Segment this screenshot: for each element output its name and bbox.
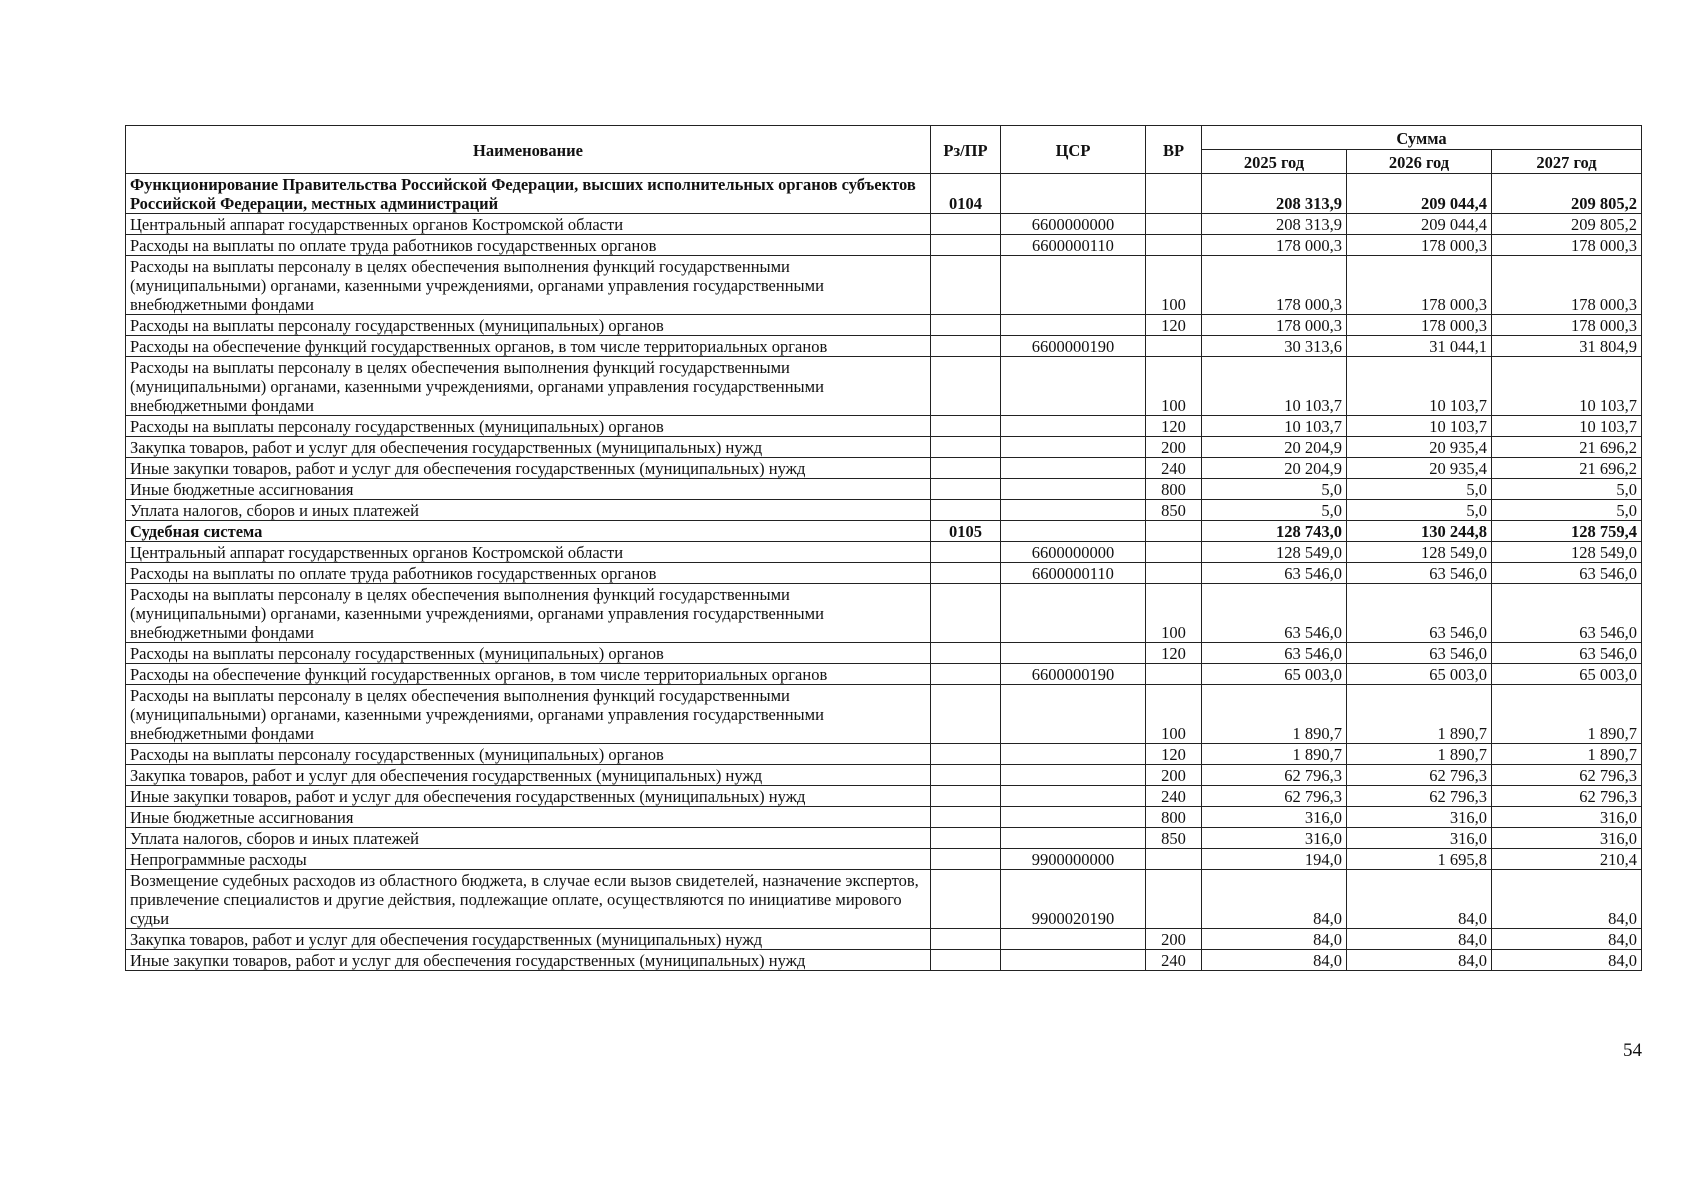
row-sum-2027: 21 696,2 — [1492, 458, 1642, 479]
row-sum-2027: 63 546,0 — [1492, 643, 1642, 664]
row-sum-2026: 62 796,3 — [1347, 765, 1492, 786]
row-rzpr — [931, 256, 1001, 315]
row-name: Центральный аппарат государственных органов Костромской области — [126, 542, 931, 563]
row-sum-2026: 31 044,1 — [1347, 336, 1492, 357]
row-sum-2027: 209 805,2 — [1492, 214, 1642, 235]
row-vr — [1146, 336, 1202, 357]
row-sum-2027: 10 103,7 — [1492, 357, 1642, 416]
row-vr: 120 — [1146, 744, 1202, 765]
row-name: Иные закупки товаров, работ и услуг для обеспечения государственных (муниципальных) нужд — [126, 950, 931, 971]
row-rzpr — [931, 828, 1001, 849]
row-name: Функционирование Правительства Российской Федерации, высших исполнительных органов субъектов Российской Федерации, местных администраций — [126, 174, 931, 214]
row-name: Иные закупки товаров, работ и услуг для обеспечения государственных (муниципальных) нужд — [126, 458, 931, 479]
row-rzpr — [931, 357, 1001, 416]
table-row — [126, 744, 1642, 765]
row-name: Иные закупки товаров, работ и услуг для обеспечения государственных (муниципальных) нужд — [126, 786, 931, 807]
row-rzpr — [931, 786, 1001, 807]
row-csr — [1001, 437, 1146, 458]
row-name: Закупка товаров, работ и услуг для обеспечения государственных (муниципальных) нужд — [126, 437, 931, 458]
row-rzpr — [931, 542, 1001, 563]
row-name: Расходы на обеспечение функций государственных органов, в том числе территориальных органов — [126, 336, 931, 357]
row-csr — [1001, 357, 1146, 416]
table-row — [126, 786, 1642, 807]
row-sum-2027: 62 796,3 — [1492, 786, 1642, 807]
row-sum-2025: 5,0 — [1202, 479, 1347, 500]
row-sum-2026: 209 044,4 — [1347, 214, 1492, 235]
row-csr: 6600000110 — [1001, 563, 1146, 584]
row-csr — [1001, 479, 1146, 500]
row-rzpr — [931, 336, 1001, 357]
table-row — [126, 828, 1642, 849]
row-name: Расходы на выплаты персоналу в целях обеспечения выполнения функций государственными (муниципальными) органами, казенными учреждениями, органами управления государственными внебюджетными фондами — [126, 256, 931, 315]
row-sum-2026: 1 890,7 — [1347, 685, 1492, 744]
row-sum-2025: 30 313,6 — [1202, 336, 1347, 357]
row-name: Центральный аппарат государственных органов Костромской области — [126, 214, 931, 235]
row-vr: 850 — [1146, 828, 1202, 849]
row-csr — [1001, 685, 1146, 744]
row-vr: 240 — [1146, 458, 1202, 479]
table-row — [126, 357, 1642, 416]
row-sum-2025: 20 204,9 — [1202, 458, 1347, 479]
budget-table — [125, 125, 1642, 971]
table-row — [126, 479, 1642, 500]
row-name: Закупка товаров, работ и услуг для обеспечения государственных (муниципальных) нужд — [126, 765, 931, 786]
row-csr — [1001, 458, 1146, 479]
row-vr — [1146, 664, 1202, 685]
row-name: Расходы на обеспечение функций государственных органов, в том числе территориальных органов — [126, 664, 931, 685]
row-sum-2026: 84,0 — [1347, 929, 1492, 950]
row-rzpr — [931, 765, 1001, 786]
row-csr — [1001, 765, 1146, 786]
table-row — [126, 437, 1642, 458]
row-sum-2027: 5,0 — [1492, 500, 1642, 521]
row-sum-2027: 316,0 — [1492, 828, 1642, 849]
row-vr — [1146, 870, 1202, 929]
row-sum-2025: 84,0 — [1202, 950, 1347, 971]
table-row — [126, 950, 1642, 971]
row-sum-2025: 10 103,7 — [1202, 357, 1347, 416]
table-body — [126, 174, 1642, 971]
row-sum-2025: 208 313,9 — [1202, 214, 1347, 235]
row-name: Расходы на выплаты персоналу в целях обеспечения выполнения функций государственными (муниципальными) органами, казенными учреждениями, органами управления государственными внебюджетными фондами — [126, 584, 931, 643]
row-csr — [1001, 744, 1146, 765]
row-sum-2027: 84,0 — [1492, 870, 1642, 929]
row-rzpr — [931, 416, 1001, 437]
row-sum-2027: 10 103,7 — [1492, 416, 1642, 437]
row-csr: 6600000000 — [1001, 542, 1146, 563]
row-sum-2027: 62 796,3 — [1492, 765, 1642, 786]
header-year-2026: 2026 год — [1347, 150, 1492, 174]
row-sum-2026: 10 103,7 — [1347, 416, 1492, 437]
table-header — [126, 126, 1642, 174]
row-name: Расходы на выплаты по оплате труда работников государственных органов — [126, 563, 931, 584]
row-vr: 240 — [1146, 786, 1202, 807]
row-vr — [1146, 174, 1202, 214]
page-number: 54 — [1623, 1040, 1642, 1061]
row-csr — [1001, 807, 1146, 828]
row-vr: 850 — [1146, 500, 1202, 521]
row-sum-2026: 1 695,8 — [1347, 849, 1492, 870]
row-rzpr: 0105 — [931, 521, 1001, 542]
row-sum-2026: 316,0 — [1347, 828, 1492, 849]
row-csr — [1001, 786, 1146, 807]
table-row — [126, 315, 1642, 336]
row-sum-2025: 84,0 — [1202, 870, 1347, 929]
table-row — [126, 849, 1642, 870]
row-sum-2025: 178 000,3 — [1202, 256, 1347, 315]
row-rzpr — [931, 744, 1001, 765]
row-sum-2027: 1 890,7 — [1492, 744, 1642, 765]
table-row — [126, 870, 1642, 929]
row-csr — [1001, 174, 1146, 214]
header-sum: Сумма — [1202, 126, 1642, 150]
row-vr: 100 — [1146, 685, 1202, 744]
row-sum-2027: 210,4 — [1492, 849, 1642, 870]
row-vr: 120 — [1146, 315, 1202, 336]
row-sum-2025: 316,0 — [1202, 828, 1347, 849]
row-name: Расходы на выплаты по оплате труда работников государственных органов — [126, 235, 931, 256]
header-year-2025: 2025 год — [1202, 150, 1347, 174]
row-vr: 200 — [1146, 437, 1202, 458]
table-row — [126, 542, 1642, 563]
row-sum-2025: 178 000,3 — [1202, 315, 1347, 336]
row-name: Расходы на выплаты персоналу в целях обеспечения выполнения функций государственными (муниципальными) органами, казенными учреждениями, органами управления государственными внебюджетными фондами — [126, 685, 931, 744]
table-row — [126, 521, 1642, 542]
row-sum-2027: 178 000,3 — [1492, 256, 1642, 315]
row-sum-2027: 31 804,9 — [1492, 336, 1642, 357]
row-vr: 120 — [1146, 416, 1202, 437]
row-sum-2026: 65 003,0 — [1347, 664, 1492, 685]
row-name: Расходы на выплаты персоналу государственных (муниципальных) органов — [126, 416, 931, 437]
row-vr — [1146, 849, 1202, 870]
row-sum-2025: 194,0 — [1202, 849, 1347, 870]
header-year-2027: 2027 год — [1492, 150, 1642, 174]
row-vr — [1146, 542, 1202, 563]
row-sum-2026: 178 000,3 — [1347, 315, 1492, 336]
row-name: Иные бюджетные ассигнования — [126, 479, 931, 500]
row-rzpr — [931, 500, 1001, 521]
row-csr — [1001, 256, 1146, 315]
row-sum-2026: 10 103,7 — [1347, 357, 1492, 416]
row-sum-2027: 128 759,4 — [1492, 521, 1642, 542]
row-vr: 800 — [1146, 807, 1202, 828]
table-row — [126, 214, 1642, 235]
row-rzpr — [931, 458, 1001, 479]
row-sum-2025: 62 796,3 — [1202, 765, 1347, 786]
row-sum-2026: 209 044,4 — [1347, 174, 1492, 214]
row-vr — [1146, 214, 1202, 235]
row-sum-2026: 128 549,0 — [1347, 542, 1492, 563]
table-row — [126, 643, 1642, 664]
row-sum-2025: 10 103,7 — [1202, 416, 1347, 437]
row-sum-2027: 84,0 — [1492, 929, 1642, 950]
row-sum-2027: 1 890,7 — [1492, 685, 1642, 744]
row-name: Возмещение судебных расходов из областного бюджета, в случае если вызов свидетелей, назначение экспертов, привлечение специалистов и другие действия, подлежащие оплате, осуществляются по инициативе мирового судьи — [126, 870, 931, 929]
header-name: Наименование — [126, 126, 931, 174]
row-rzpr — [931, 479, 1001, 500]
row-sum-2026: 84,0 — [1347, 950, 1492, 971]
row-csr — [1001, 950, 1146, 971]
row-rzpr — [931, 584, 1001, 643]
row-name: Непрограммные расходы — [126, 849, 931, 870]
row-vr — [1146, 563, 1202, 584]
row-rzpr — [931, 214, 1001, 235]
row-sum-2025: 63 546,0 — [1202, 563, 1347, 584]
row-sum-2025: 65 003,0 — [1202, 664, 1347, 685]
row-csr: 6600000000 — [1001, 214, 1146, 235]
table-row — [126, 584, 1642, 643]
row-sum-2026: 178 000,3 — [1347, 235, 1492, 256]
row-sum-2025: 84,0 — [1202, 929, 1347, 950]
table-row — [126, 807, 1642, 828]
row-name: Судебная система — [126, 521, 931, 542]
row-vr: 240 — [1146, 950, 1202, 971]
row-csr: 9900000000 — [1001, 849, 1146, 870]
row-vr: 200 — [1146, 929, 1202, 950]
row-rzpr — [931, 685, 1001, 744]
row-csr — [1001, 643, 1146, 664]
row-sum-2027: 63 546,0 — [1492, 563, 1642, 584]
row-rzpr — [931, 563, 1001, 584]
header-csr: ЦСР — [1001, 126, 1146, 174]
row-sum-2027: 178 000,3 — [1492, 235, 1642, 256]
row-sum-2027: 316,0 — [1492, 807, 1642, 828]
row-sum-2027: 128 549,0 — [1492, 542, 1642, 563]
row-csr — [1001, 315, 1146, 336]
row-sum-2026: 84,0 — [1347, 870, 1492, 929]
table-row — [126, 235, 1642, 256]
row-rzpr — [931, 870, 1001, 929]
row-vr: 800 — [1146, 479, 1202, 500]
row-rzpr — [931, 643, 1001, 664]
table-row — [126, 336, 1642, 357]
row-sum-2025: 63 546,0 — [1202, 643, 1347, 664]
row-sum-2026: 130 244,8 — [1347, 521, 1492, 542]
row-name: Расходы на выплаты персоналу государственных (муниципальных) органов — [126, 744, 931, 765]
header-vr: ВР — [1146, 126, 1202, 174]
row-sum-2027: 84,0 — [1492, 950, 1642, 971]
row-sum-2025: 1 890,7 — [1202, 685, 1347, 744]
row-vr — [1146, 521, 1202, 542]
row-vr: 100 — [1146, 256, 1202, 315]
row-name: Расходы на выплаты персоналу государственных (муниципальных) органов — [126, 643, 931, 664]
row-sum-2027: 178 000,3 — [1492, 315, 1642, 336]
table-row — [126, 458, 1642, 479]
row-csr: 6600000110 — [1001, 235, 1146, 256]
row-name: Расходы на выплаты персоналу в целях обеспечения выполнения функций государственными (муниципальными) органами, казенными учреждениями, органами управления государственными внебюджетными фондами — [126, 357, 931, 416]
row-vr: 120 — [1146, 643, 1202, 664]
row-sum-2027: 21 696,2 — [1492, 437, 1642, 458]
row-vr: 200 — [1146, 765, 1202, 786]
row-rzpr — [931, 849, 1001, 870]
table-row — [126, 765, 1642, 786]
row-name: Уплата налогов, сборов и иных платежей — [126, 500, 931, 521]
table-row — [126, 500, 1642, 521]
row-sum-2026: 1 890,7 — [1347, 744, 1492, 765]
row-sum-2026: 5,0 — [1347, 500, 1492, 521]
row-vr — [1146, 235, 1202, 256]
row-name: Уплата налогов, сборов и иных платежей — [126, 828, 931, 849]
row-rzpr — [931, 929, 1001, 950]
row-name: Закупка товаров, работ и услуг для обеспечения государственных (муниципальных) нужд — [126, 929, 931, 950]
row-sum-2025: 1 890,7 — [1202, 744, 1347, 765]
row-sum-2026: 5,0 — [1347, 479, 1492, 500]
row-sum-2026: 20 935,4 — [1347, 458, 1492, 479]
table-row — [126, 174, 1642, 214]
row-sum-2025: 63 546,0 — [1202, 584, 1347, 643]
table-row — [126, 563, 1642, 584]
row-sum-2026: 178 000,3 — [1347, 256, 1492, 315]
row-csr — [1001, 929, 1146, 950]
table-row — [126, 416, 1642, 437]
table-row — [126, 929, 1642, 950]
row-vr: 100 — [1146, 357, 1202, 416]
row-sum-2026: 62 796,3 — [1347, 786, 1492, 807]
row-csr: 9900020190 — [1001, 870, 1146, 929]
row-rzpr — [931, 950, 1001, 971]
row-vr: 100 — [1146, 584, 1202, 643]
row-sum-2026: 63 546,0 — [1347, 643, 1492, 664]
row-rzpr — [931, 807, 1001, 828]
table-row — [126, 685, 1642, 744]
row-csr — [1001, 500, 1146, 521]
row-sum-2025: 316,0 — [1202, 807, 1347, 828]
row-csr: 6600000190 — [1001, 664, 1146, 685]
table-row — [126, 256, 1642, 315]
row-sum-2026: 63 546,0 — [1347, 563, 1492, 584]
row-csr — [1001, 584, 1146, 643]
row-sum-2025: 5,0 — [1202, 500, 1347, 521]
row-csr: 6600000190 — [1001, 336, 1146, 357]
row-rzpr — [931, 235, 1001, 256]
row-rzpr — [931, 315, 1001, 336]
row-csr — [1001, 416, 1146, 437]
row-sum-2026: 63 546,0 — [1347, 584, 1492, 643]
row-sum-2025: 62 796,3 — [1202, 786, 1347, 807]
row-name: Расходы на выплаты персоналу государственных (муниципальных) органов — [126, 315, 931, 336]
table-row — [126, 664, 1642, 685]
row-csr — [1001, 521, 1146, 542]
row-sum-2025: 178 000,3 — [1202, 235, 1347, 256]
header-rzpr: Рз/ПР — [931, 126, 1001, 174]
row-sum-2026: 20 935,4 — [1347, 437, 1492, 458]
row-sum-2025: 20 204,9 — [1202, 437, 1347, 458]
row-sum-2027: 5,0 — [1492, 479, 1642, 500]
row-sum-2026: 316,0 — [1347, 807, 1492, 828]
row-csr — [1001, 828, 1146, 849]
row-rzpr — [931, 664, 1001, 685]
row-sum-2025: 128 549,0 — [1202, 542, 1347, 563]
row-sum-2025: 208 313,9 — [1202, 174, 1347, 214]
row-rzpr: 0104 — [931, 174, 1001, 214]
row-sum-2027: 65 003,0 — [1492, 664, 1642, 685]
row-sum-2027: 63 546,0 — [1492, 584, 1642, 643]
row-rzpr — [931, 437, 1001, 458]
row-sum-2027: 209 805,2 — [1492, 174, 1642, 214]
row-name: Иные бюджетные ассигнования — [126, 807, 931, 828]
row-sum-2025: 128 743,0 — [1202, 521, 1347, 542]
